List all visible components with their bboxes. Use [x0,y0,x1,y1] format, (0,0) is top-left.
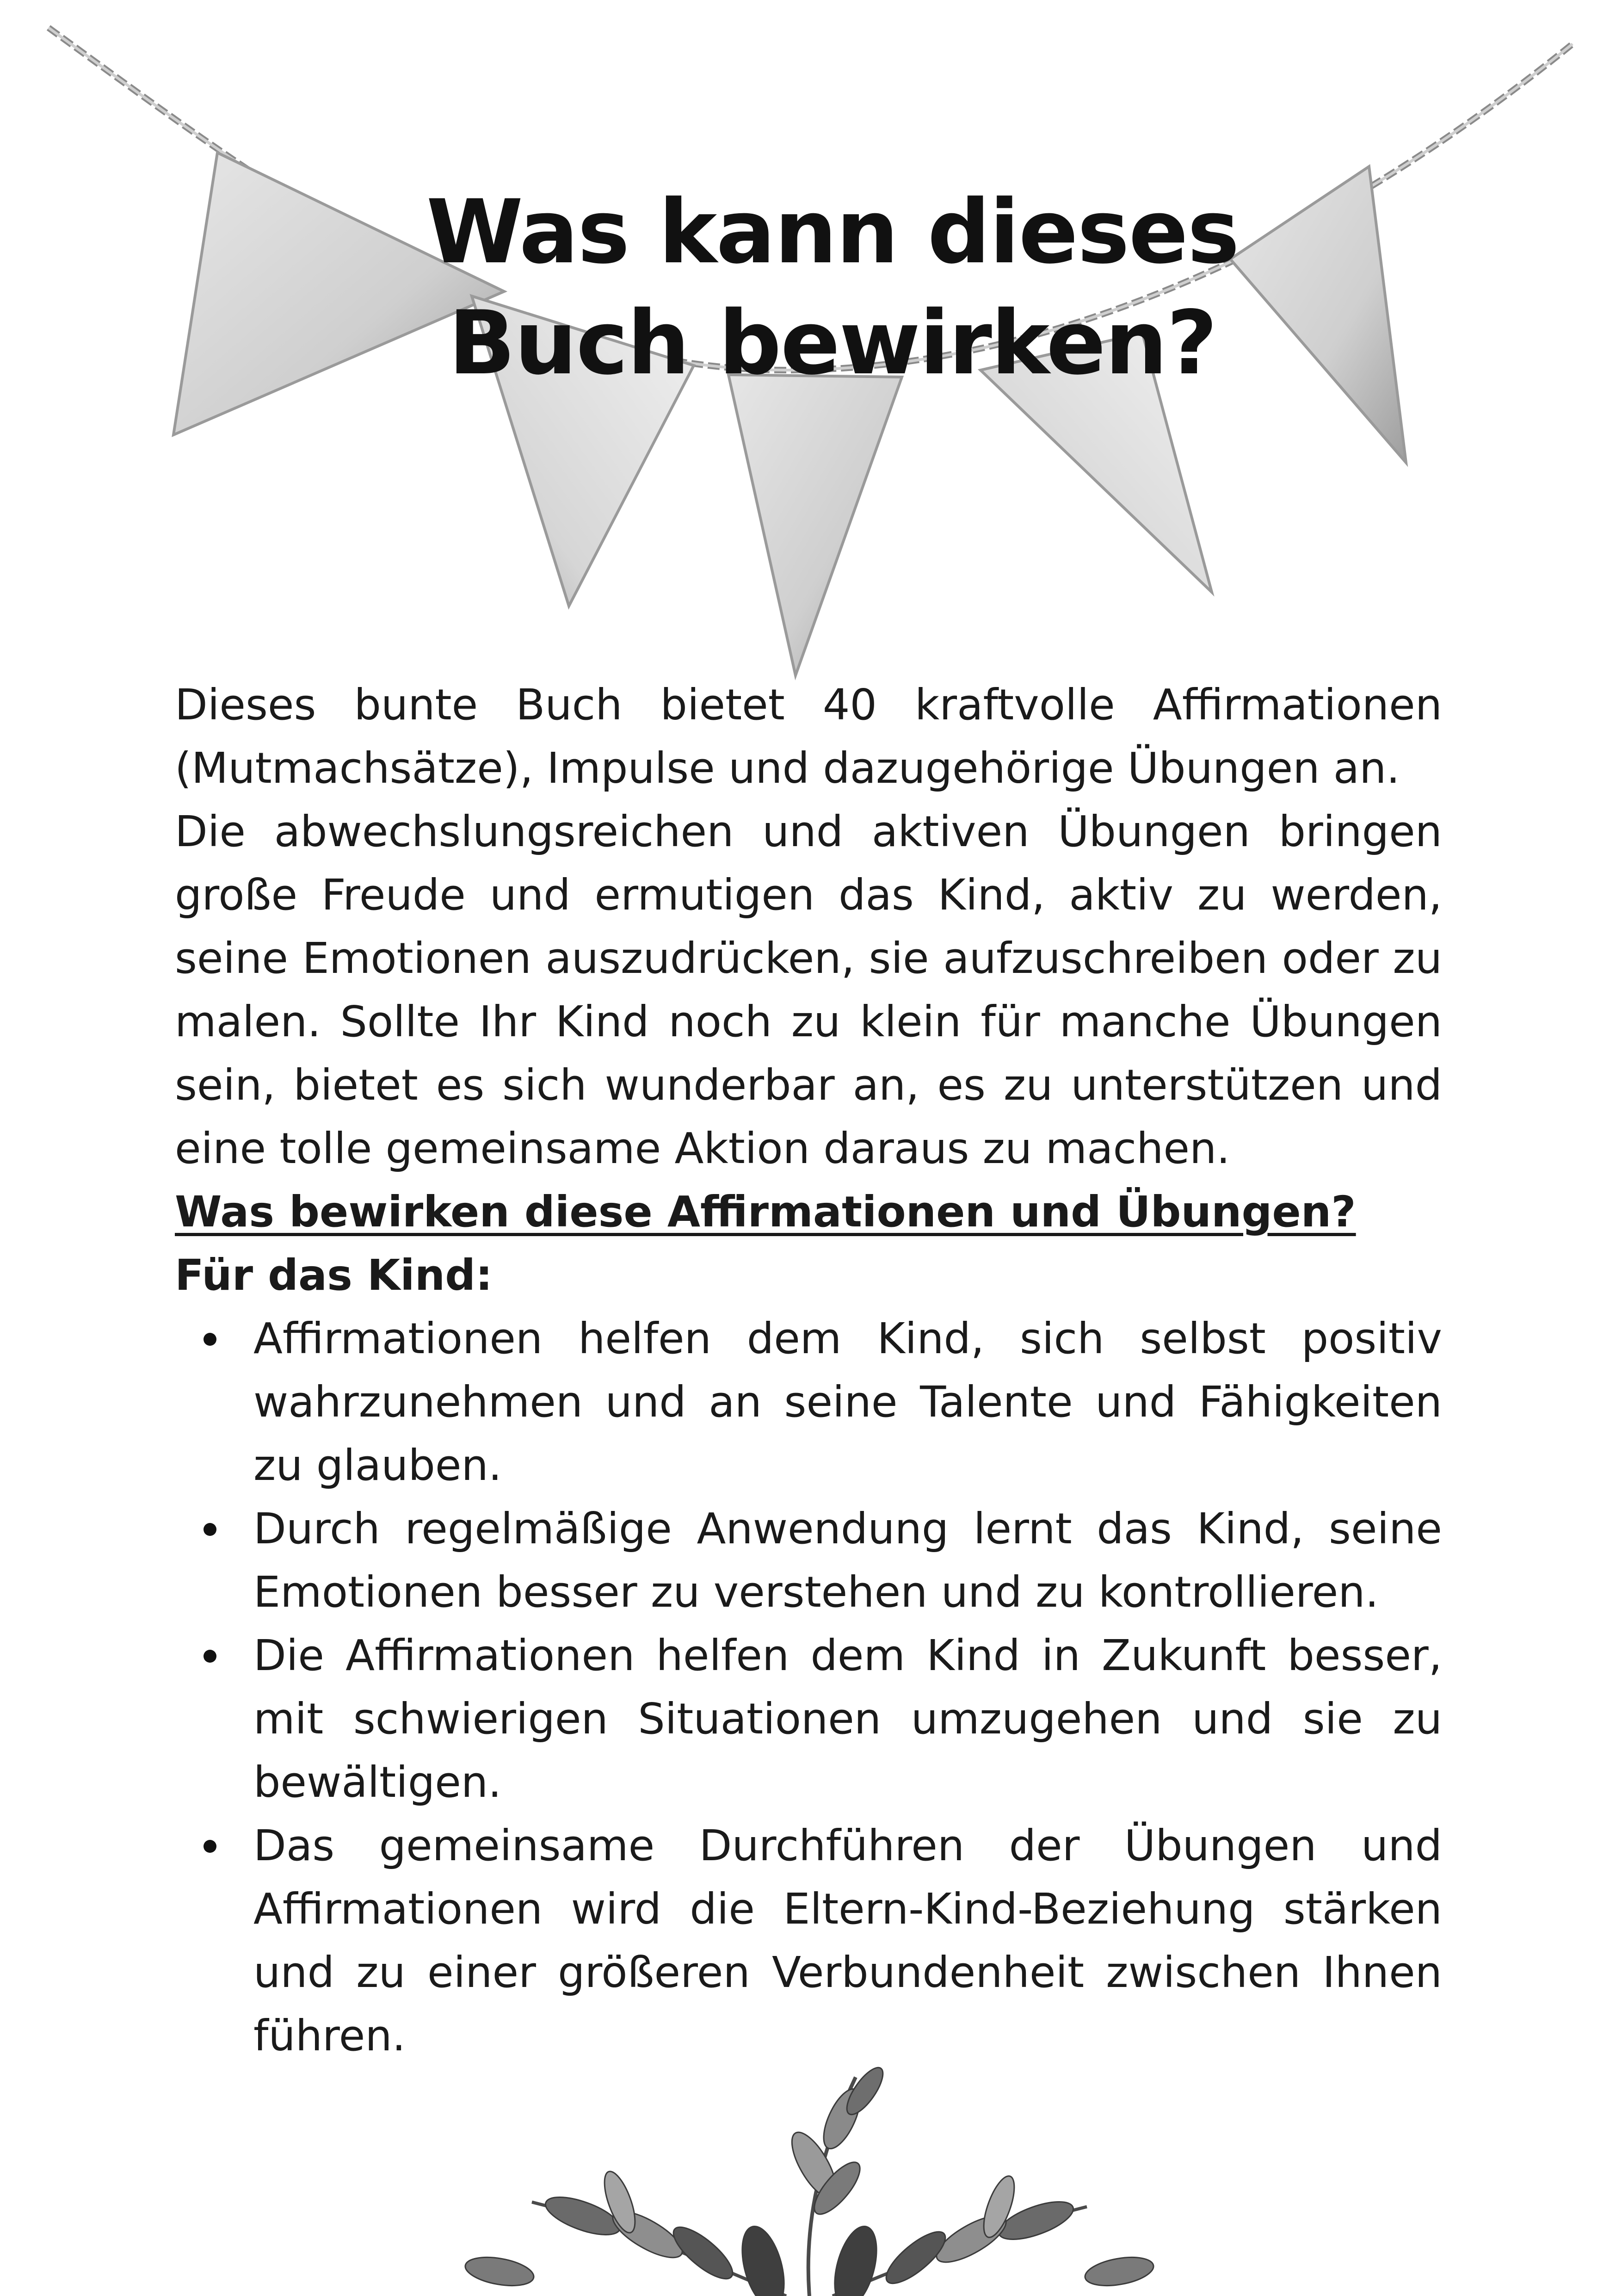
bullet-icon [204,1523,216,1536]
bunting-flag-3 [728,375,902,675]
list-item-text: Die Affirmationen helfen dem Kind in Zukunft besser, mit schwierigen Situationen umzugehen und sie zu bewältigen. [253,1631,1442,1807]
body-content [175,673,1442,2067]
page-title-line-2: Buch bewirken? [448,292,1217,395]
bullet-icon [204,1650,216,1663]
list-item [175,1814,1442,2067]
section-subheading: Für das Kind: [175,1250,493,1300]
list-item [175,1624,1442,1814]
intro-paragraph-2: Die abwechslungsreichen und aktiven Übungen bringen große Freude und ermutigen das Kind, aktiv zu werden, seine Emotionen auszudrücken, sie aufzuschreiben oder zu malen. Sollte Ihr Kind noch zu klein für manche Übungen sein, bietet es sich wunderbar an, es zu unterstützen und eine tolle gemeinsame Aktion daraus zu machen. [175,807,1442,1173]
list-item-text: Affirmationen helfen dem Kind, sich selbst positiv wahrzunehmen und an seine Talente und Fähigkeiten zu glauben. [253,1314,1442,1490]
foliage-illustration [324,2049,1295,2296]
section-heading: Was bewirken diese Affirmationen und Übungen? [175,1187,1356,1237]
list-item-text: Das gemeinsame Durchführen der Übungen und Affirmationen wird die Eltern-Kind-Beziehung stärken und zu einer größeren Verbundenheit zwischen Ihnen führen. [253,1821,1442,2061]
list-item [175,1307,1442,1497]
list-item-text: Durch regelmäßige Anwendung lernt das Kind, seine Emotionen besser zu verstehen und zu kontrollieren. [253,1504,1442,1617]
benefits-list [175,1307,1442,2067]
bullet-icon [204,1840,216,1853]
list-item [175,1497,1442,1624]
bullet-icon [204,1333,216,1346]
intro-paragraph-1: Dieses bunte Buch bietet 40 kraftvolle Affirmationen (Mutmachsätze), Impulse und dazugehörige Übungen an. [175,680,1442,793]
page-title-line-1: Was kann dieses [426,181,1239,284]
page-title [324,177,1341,399]
